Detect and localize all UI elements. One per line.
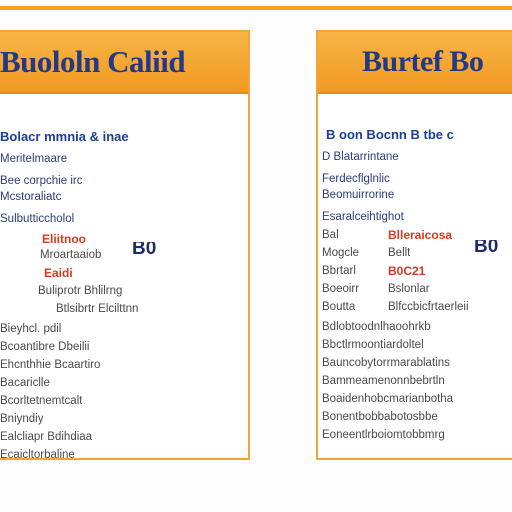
right-line: D Blatarrintane <box>322 151 399 163</box>
right-line: Esaralceihtighot <box>322 211 404 223</box>
left-line: Mroartaaiob <box>40 249 102 261</box>
right-line: Bammeamenonnbebrtln <box>322 375 445 387</box>
right-line: Bslonlar <box>388 283 430 295</box>
right-panel-title: Burtef Bo <box>318 32 512 94</box>
left-line: Bieyhcl. pdil <box>0 323 62 335</box>
left-line: Bcorltetnemtcalt <box>0 395 83 407</box>
left-line: Ecaicltorbaline <box>0 449 75 461</box>
left-line: Btlsibrtr Elcilttnn <box>56 303 139 315</box>
right-line: Boutta <box>322 301 356 313</box>
left-heading: Bolacr mmnia & inae <box>0 130 129 144</box>
right-line: Boaidenhobcmarianbotha <box>322 393 454 405</box>
right-line: Bonentbobbabotosbbe <box>322 411 438 423</box>
left-line: Sulbutticcholol <box>0 213 75 225</box>
left-line: Buliprotr Bhlilrng <box>38 285 123 297</box>
left-line: Bacariclle <box>0 377 50 389</box>
right-line: Bdlobtoodnlhaoohrkb <box>322 321 431 333</box>
right-line: Ferdecflglnlic <box>322 173 390 185</box>
left-panel <box>0 30 250 460</box>
right-heading: B oon Bocnn B tbe c <box>326 128 454 142</box>
right-line: Bbrtarl <box>322 265 356 277</box>
right-line: Mogcle <box>322 247 360 259</box>
right-line: Blfccbicfrtaerleii <box>388 301 469 313</box>
left-line: Bniyndiy <box>0 413 44 425</box>
left-panel-title: Buololn Caliid <box>0 32 248 94</box>
right-line: Bellt <box>388 247 411 259</box>
left-line: Ealcliapr Bdihdiaa <box>0 431 93 443</box>
right-red-value: B0C21 <box>388 264 426 278</box>
right-panel <box>316 30 512 460</box>
left-line: Meritelmaare <box>0 153 68 165</box>
left-line: Mcstoraliatc <box>0 191 62 203</box>
top-accent-line <box>0 6 512 10</box>
left-line: Bcoantibre Dbeilii <box>0 341 90 353</box>
right-line: Boeoirr <box>322 283 360 295</box>
right-line: Eoneentlrboiomtobbmrg <box>322 429 445 441</box>
right-big-value: B0 <box>474 240 499 254</box>
right-line-highlight: Blleraicosa <box>388 228 453 242</box>
right-line: Bauncobytorrmarablatins <box>322 357 450 369</box>
right-line: Bal <box>322 229 339 241</box>
left-line-highlight: Eaidi <box>44 266 73 280</box>
right-line: Bbctlrmoontiardoltel <box>322 339 424 351</box>
left-big-value: B0 <box>132 242 157 256</box>
left-line: Ehcnthhie Bcaartiro <box>0 359 101 371</box>
right-line: Beomuirrorine <box>322 189 395 201</box>
left-line-highlight: Eliitnoo <box>42 232 86 246</box>
left-line: Bee corpchie irc <box>0 175 83 187</box>
